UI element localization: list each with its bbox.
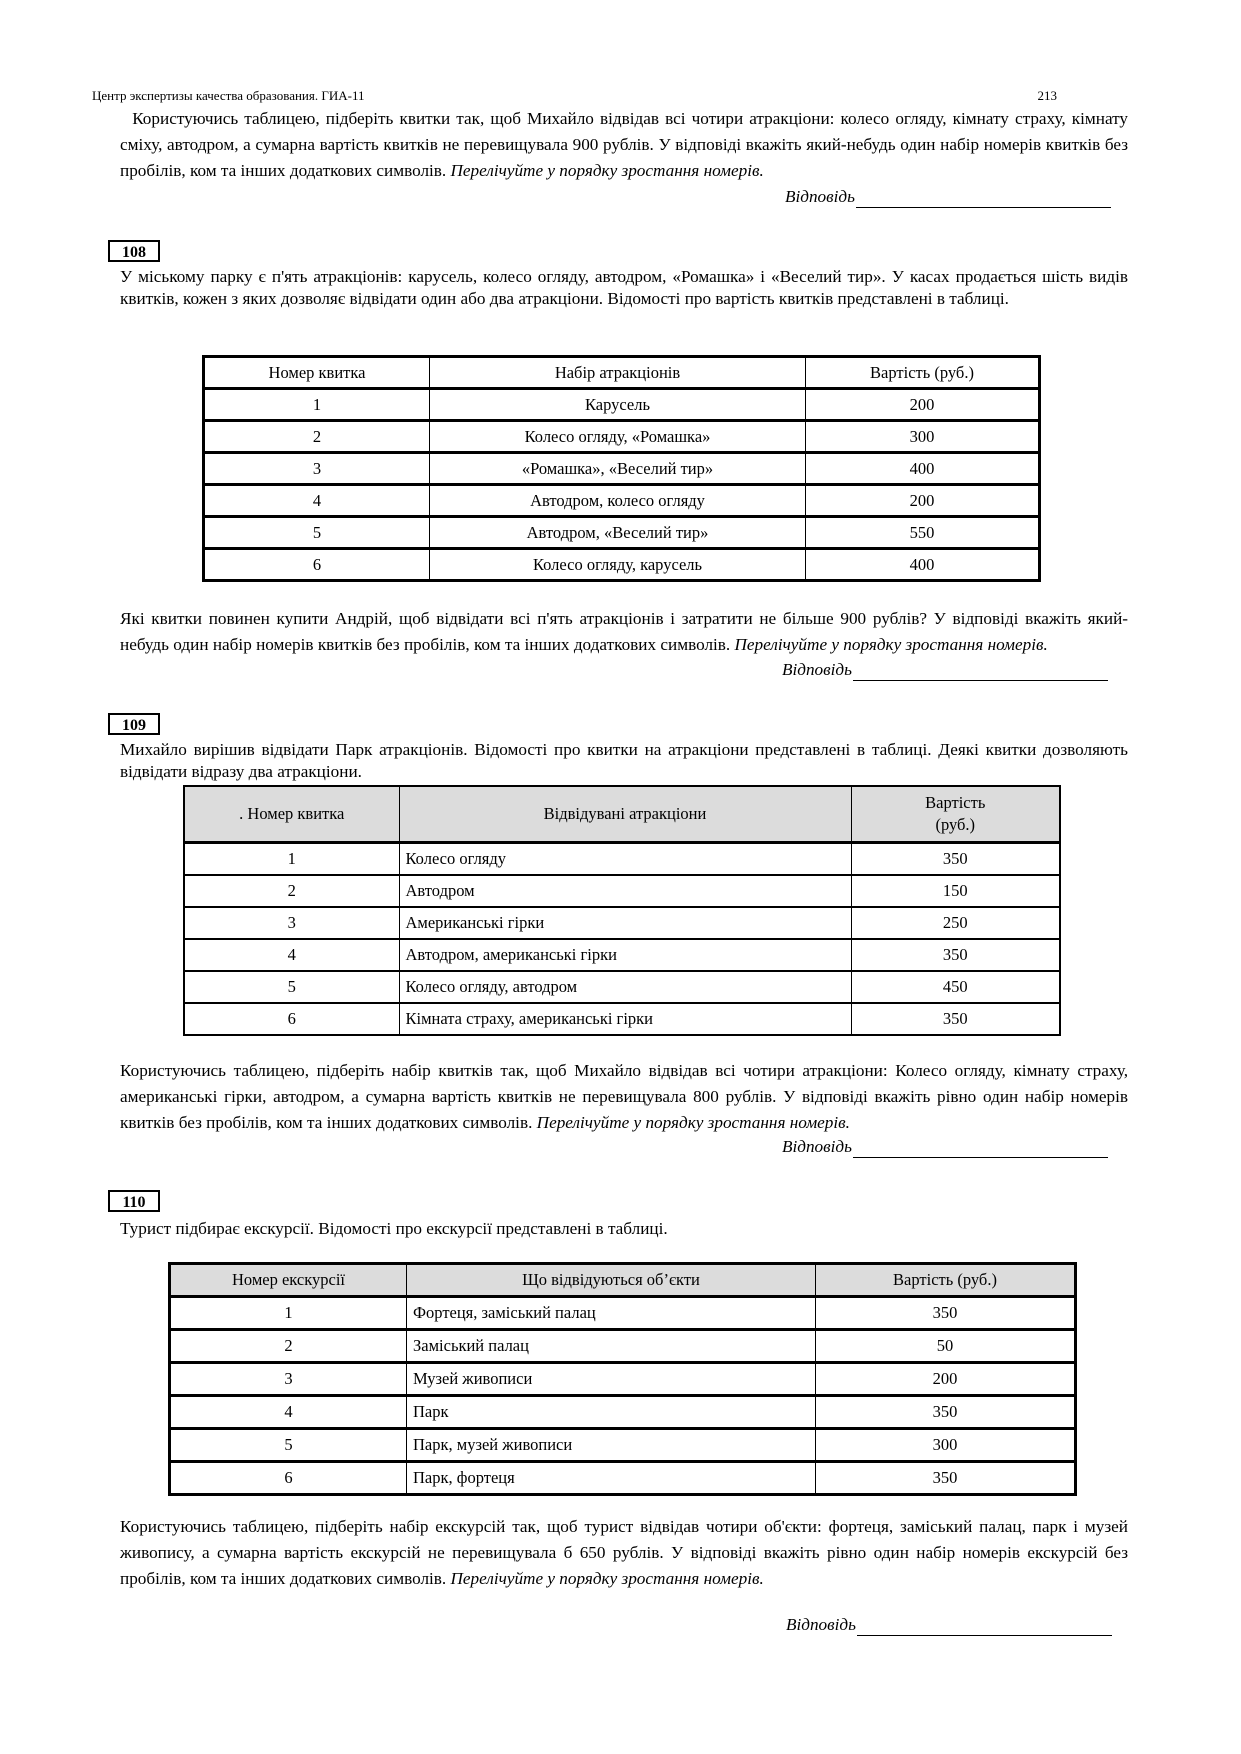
answer-field[interactable] [856, 188, 1111, 208]
table-row [204, 549, 1040, 581]
table-cell: Американські гірки [399, 907, 851, 939]
answer-label: Відповідь [782, 1137, 852, 1156]
table-cell: 3 [170, 1363, 407, 1396]
table-cell: Колесо огляду [399, 843, 851, 876]
table-cell: 350 [816, 1297, 1076, 1330]
task-number: 110 [108, 1190, 160, 1212]
table-cell: 150 [851, 875, 1060, 907]
table-cell: 350 [816, 1396, 1076, 1429]
task109-text: Михайло вирішив відвідати Парк атракціонів. Відомості про квитки на атракціони представлені в таблиці. Деякі квитки дозволяють відвідати відразу два атракціони. [120, 740, 1128, 781]
table-cell: Заміський палац [407, 1330, 816, 1363]
task108-table [202, 355, 1041, 582]
table-cell: Парк, фортеця [407, 1462, 816, 1495]
table-cell: 3 [204, 453, 430, 485]
table-row [204, 421, 1040, 453]
table-cell: 6 [184, 1003, 399, 1035]
table-cell: Парк [407, 1396, 816, 1429]
task109-question-text: Користуючись таблицею, підберіть набір квитків так, щоб Михайло відвідав всі чотири атракціони: Колесо огляду, кімнату страху, американські гірки, автодром, а сумарна вартість квитків не перевищувала 800 рублів. У відповіді вкажіть рівно один набір номерів квитків без пробілів, ком та інших додаткових символів. [120, 1061, 1128, 1132]
table-cell: Парк, музей живописи [407, 1429, 816, 1462]
table-cell: 2 [204, 421, 430, 453]
table-cell: 1 [184, 843, 399, 876]
column-header: Набір атракціонів [430, 357, 806, 389]
column-header: Вартість (руб.) [851, 786, 1060, 843]
table-cell: «Ромашка», «Веселий тир» [430, 453, 806, 485]
table-cell: 5 [204, 517, 430, 549]
task109-table-body [184, 786, 1060, 1035]
table-cell: 3 [184, 907, 399, 939]
answer-field[interactable] [853, 661, 1108, 681]
task110-text: Турист підбирає екскурсії. Відомості про екскурсії представлені в таблиці. [120, 1219, 668, 1238]
table-row [184, 939, 1060, 971]
table-row [184, 971, 1060, 1003]
table-row [170, 1429, 1076, 1462]
page-header [92, 88, 1149, 108]
table-cell: 400 [806, 549, 1040, 581]
table-cell: 5 [170, 1429, 407, 1462]
table-cell: 200 [816, 1363, 1076, 1396]
task110-question [120, 1514, 1128, 1592]
table-cell: 4 [184, 939, 399, 971]
table-cell: 450 [851, 971, 1060, 1003]
task108-question-text: Які квитки повинен купити Андрій, щоб відвідати всі п'ять атракціонів і затратити не більше 900 рублів? У відповіді вкажіть який-небудь один набір номерів квитків без пробілів, ком та інших додаткових символів. [120, 609, 1128, 654]
task108-table-body [204, 357, 1040, 581]
table-cell: 2 [170, 1330, 407, 1363]
table-row [170, 1297, 1076, 1330]
table-cell: 350 [851, 843, 1060, 876]
table-row [204, 517, 1040, 549]
column-header: Відвідувані атракціони [399, 786, 851, 843]
answer-field[interactable] [857, 1616, 1112, 1636]
table-row [170, 1363, 1076, 1396]
answer-label: Відповідь [786, 1615, 856, 1634]
column-header: Вартість (руб.) [816, 1264, 1076, 1297]
table-cell: Автодром [399, 875, 851, 907]
column-header: . Номер квитка [184, 786, 399, 843]
table-cell: 4 [204, 485, 430, 517]
table-cell: 350 [851, 939, 1060, 971]
table-row [204, 453, 1040, 485]
table-cell: 1 [204, 389, 430, 421]
task108-text: У міському парку є п'ять атракціонів: карусель, колесо огляду, автодром, «Ромашка» і «Веселий тир». У касах продається шість видів квитків, кожен з яких дозволяє відвідати один або два атракціони. Відомості про вартість квитків представлені в таблиці. [120, 267, 1128, 308]
table-row [170, 1462, 1076, 1495]
answer-field[interactable] [853, 1138, 1108, 1158]
table-cell: 300 [806, 421, 1040, 453]
task110-italic: Перелічуйте у порядку зростання номерів. [450, 1569, 764, 1588]
table-header-row [204, 357, 1040, 389]
table-row [170, 1330, 1076, 1363]
table-cell: Колесо огляду, автодром [399, 971, 851, 1003]
task109-table [183, 785, 1061, 1036]
table-header-row [170, 1264, 1076, 1297]
task-number: 108 [108, 240, 160, 262]
table-cell: Музей живописи [407, 1363, 816, 1396]
table-cell: Автодром, колесо огляду [430, 485, 806, 517]
task110-table [168, 1262, 1077, 1496]
intro-answer [785, 186, 1111, 208]
intro-text: Користуючись таблицею, підберіть квитки так, щоб Михайло відвідав всі чотири атракціони: колесо огляду, кімнату страху, кімнату сміху, автодром, а сумарна вартість квитків не перевищувала 900 рублів. У відповіді вкажіть який-небудь один набір номерів квитків без пробілів, ком та інших додаткових символів. [120, 109, 1129, 180]
table-cell: 250 [851, 907, 1060, 939]
table-cell: 350 [851, 1003, 1060, 1035]
table-cell: Колесо огляду, карусель [430, 549, 806, 581]
table-header-row [184, 786, 1060, 843]
intro-paragraph [120, 106, 1128, 184]
table-cell: Автодром, «Веселий тир» [430, 517, 806, 549]
intro-italic: Перелічуйте у порядку зростання номерів. [450, 161, 764, 180]
table-cell: 6 [170, 1462, 407, 1495]
table-row [184, 875, 1060, 907]
table-row [204, 389, 1040, 421]
task109-question [120, 1058, 1128, 1136]
task108-question [120, 606, 1128, 658]
table-cell: Карусель [430, 389, 806, 421]
column-header: Що відвідуються об’єкти [407, 1264, 816, 1297]
table-row [184, 843, 1060, 876]
table-row [184, 1003, 1060, 1035]
column-header: Номер екскурсії [170, 1264, 407, 1297]
table-cell: 200 [806, 485, 1040, 517]
table-cell: 50 [816, 1330, 1076, 1363]
table-cell: 350 [816, 1462, 1076, 1495]
task110-answer [786, 1614, 1112, 1636]
task110-question-text: Користуючись таблицею, підберіть набір екскурсій так, щоб турист відвідав чотири об'єкти: фортеця, заміський палац, парк і музей живопису, а сумарна вартість екскурсій не перевищувала б 650 рублів. У відповіді вкажіть рівно один набір номерів екскурсій без пробілів, ком та інших додаткових символів. [120, 1517, 1128, 1588]
table-row [204, 485, 1040, 517]
table-cell: 2 [184, 875, 399, 907]
table-cell: Автодром, американські гірки [399, 939, 851, 971]
answer-label: Відповідь [782, 660, 852, 679]
table-row [184, 907, 1060, 939]
table-cell: 6 [204, 549, 430, 581]
task108-italic: Перелічуйте у порядку зростання номерів. [734, 635, 1048, 654]
column-header: Вартість (руб.) [806, 357, 1040, 389]
page-number: 213 [1037, 88, 1057, 103]
task110-table-body [170, 1264, 1076, 1495]
table-cell: 1 [170, 1297, 407, 1330]
task-number: 109 [108, 713, 160, 735]
table-cell: Кімната страху, американські гірки [399, 1003, 851, 1035]
table-cell: 550 [806, 517, 1040, 549]
table-cell: 4 [170, 1396, 407, 1429]
table-cell: Колесо огляду, «Ромашка» [430, 421, 806, 453]
table-cell: 300 [816, 1429, 1076, 1462]
task109-italic: Перелічуйте у порядку зростання номерів. [536, 1113, 850, 1132]
table-row [170, 1396, 1076, 1429]
answer-label: Відповідь [785, 187, 855, 206]
task108-answer [782, 659, 1108, 681]
column-header: Номер квитка [204, 357, 430, 389]
header-title: Центр экспертизы качества образования. ГИА-11 [92, 88, 365, 103]
table-cell: 5 [184, 971, 399, 1003]
task109-answer [782, 1136, 1108, 1158]
table-cell: 400 [806, 453, 1040, 485]
table-cell: Фортеця, заміський палац [407, 1297, 816, 1330]
table-cell: 200 [806, 389, 1040, 421]
